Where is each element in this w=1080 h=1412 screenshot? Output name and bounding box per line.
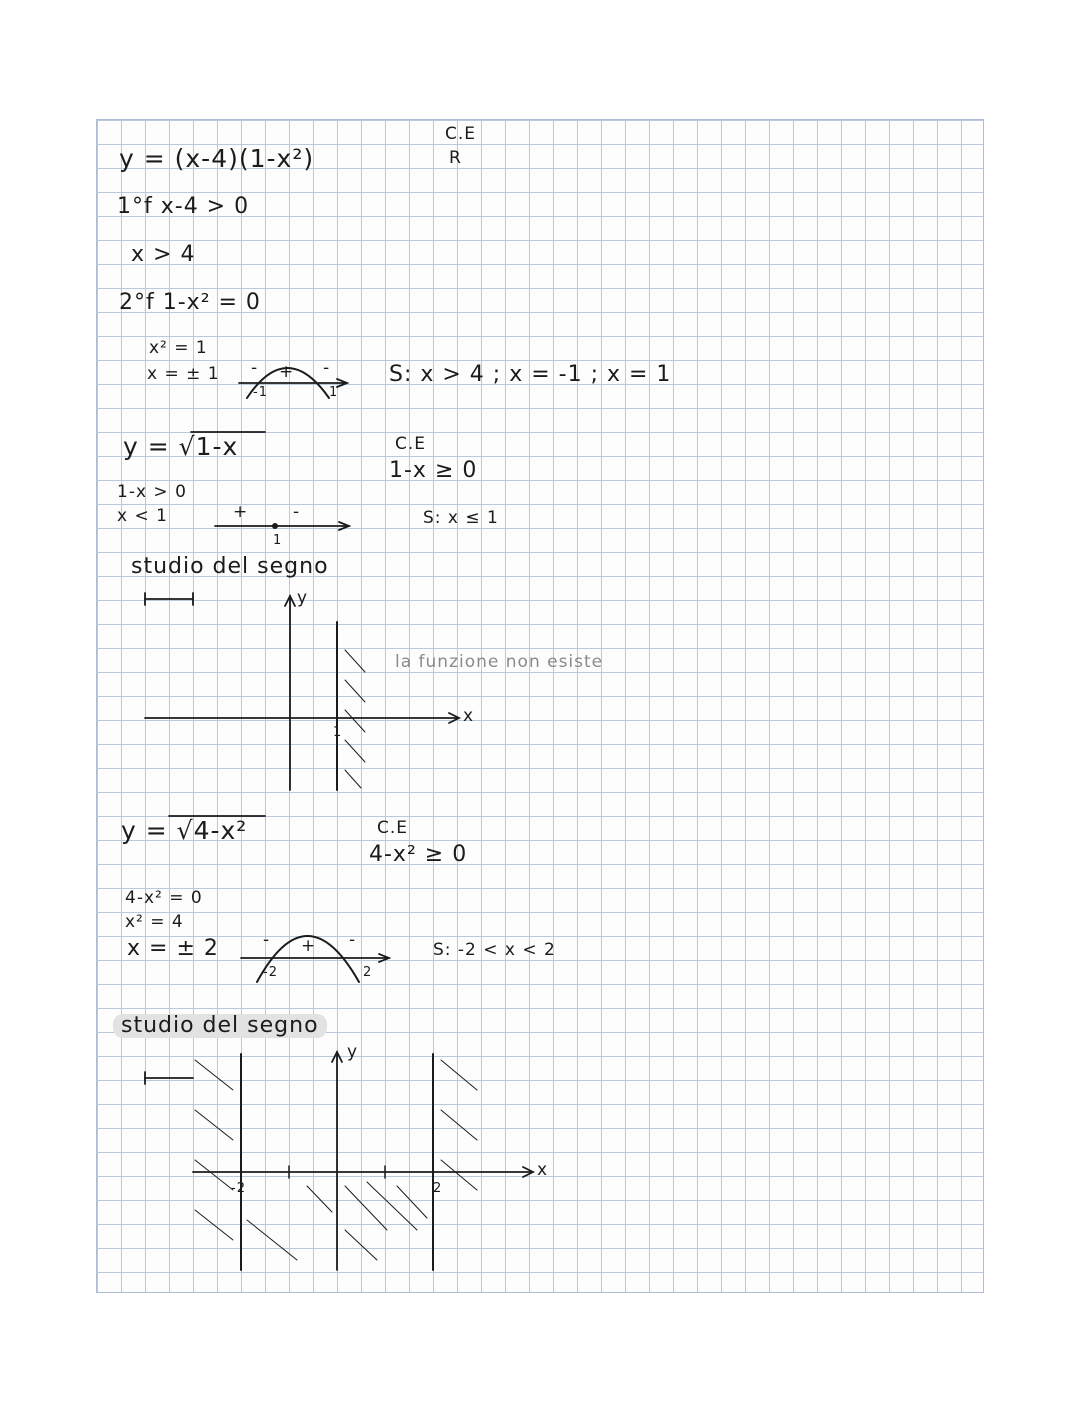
graph-3: [145, 1052, 533, 1270]
sign-chart-2-point-label: 1: [273, 533, 283, 548]
graph-2-tick-label: 1: [333, 725, 343, 740]
inequality-2: 1-x > 0: [117, 482, 187, 502]
domain-2-label: C.E: [395, 434, 427, 454]
sign-chart-1-minus-left: -: [251, 358, 259, 378]
graph-3-tick-neg: -2: [231, 1181, 246, 1196]
domain-3-condition: 4-x² ≥ 0: [369, 842, 468, 867]
graph-2-x-label: x: [463, 706, 475, 726]
sign-study-title-3: studio del segno: [113, 1014, 327, 1038]
graph-3-tick-pos: 2: [433, 1181, 443, 1196]
inequality-2-result: x < 1: [117, 506, 168, 526]
note-function-not-exist: la funzione non esiste: [395, 652, 604, 672]
sign-chart-1: [239, 368, 347, 398]
sign-chart-2: [215, 522, 349, 530]
solution-3: S: -2 < x < 2: [433, 940, 556, 960]
sign-chart-3-plus: +: [301, 936, 317, 956]
graph-2: [145, 593, 459, 790]
function-2-definition: y = √1-x: [123, 432, 239, 461]
domain-3-label: C.E: [377, 818, 409, 838]
graph-3-y-label: y: [347, 1042, 359, 1062]
function-3-definition: y = √4-x²: [121, 816, 248, 845]
sign-chart-1-plus: +: [279, 362, 295, 382]
sign-chart-2-minus: -: [293, 502, 301, 522]
factor-1-inequality: 1°f x-4 > 0: [117, 194, 250, 219]
sign-chart-1-minus-right: -: [323, 358, 331, 378]
factor-2-equation: 2°f 1-x² = 0: [119, 290, 261, 315]
factor-2-step-2: x = ± 1: [147, 364, 220, 384]
function-1-definition: y = (x-4)(1-x²): [119, 144, 315, 173]
graph-2-y-label: y: [297, 588, 309, 608]
handwritten-drawings: [97, 120, 984, 1293]
solution-2: S: x ≤ 1: [423, 508, 499, 528]
sign-study-title-2: studio del segno: [131, 554, 329, 579]
grid-paper-sheet: [96, 119, 984, 1293]
equation-3-step-1: x² = 4: [125, 912, 184, 932]
solution-1: S: x > 4 ; x = -1 ; x = 1: [389, 362, 672, 387]
sign-chart-1-root-neg: -1: [253, 385, 268, 400]
sign-chart-3-minus-left: -: [263, 930, 271, 950]
sign-chart-1-root-pos: 1: [329, 385, 339, 400]
sign-chart-3-minus-right: -: [349, 930, 357, 950]
domain-1-value: R: [449, 148, 462, 168]
sign-chart-3-root-neg: -2: [263, 965, 278, 980]
sign-chart-3: [241, 936, 389, 982]
equation-3: 4-x² = 0: [125, 888, 203, 908]
domain-2-condition: 1-x ≥ 0: [389, 458, 478, 483]
factor-2-step-1: x² = 1: [149, 338, 208, 358]
sign-chart-3-root-pos: 2: [363, 965, 373, 980]
sign-chart-2-plus: +: [233, 502, 249, 522]
equation-3-step-2: x = ± 2: [127, 936, 219, 961]
domain-1-label: C.E: [445, 124, 477, 144]
graph-3-x-label: x: [537, 1160, 549, 1180]
factor-1-result: x > 4: [131, 242, 196, 267]
